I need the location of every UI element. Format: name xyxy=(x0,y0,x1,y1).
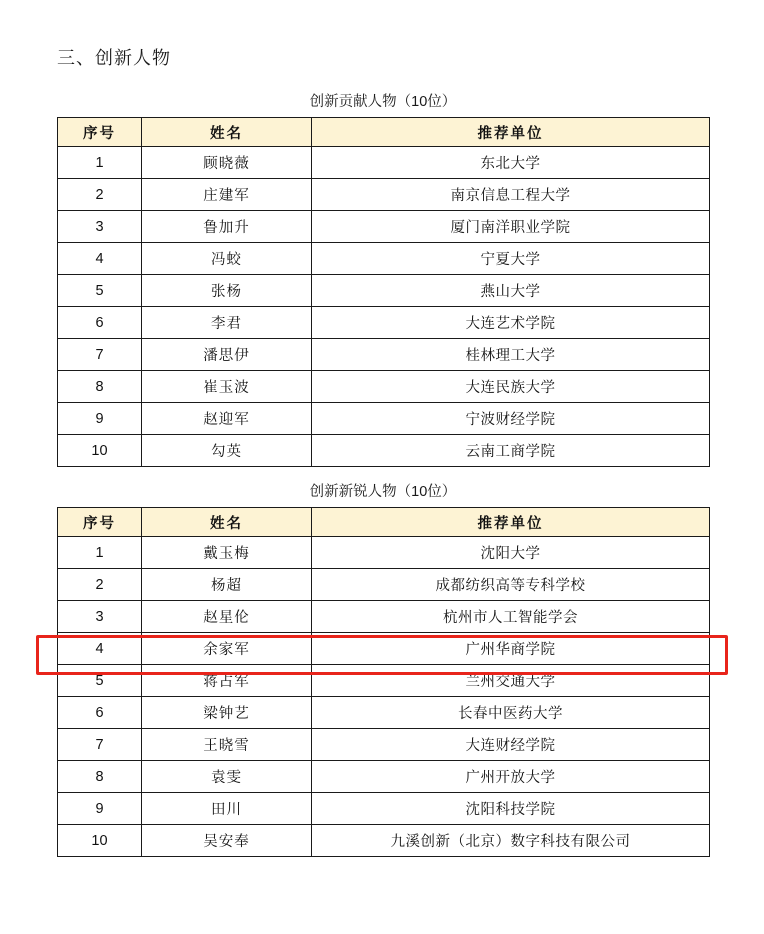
cell-index: 1 xyxy=(58,147,142,179)
cell-org: 广州开放大学 xyxy=(312,761,710,793)
cell-org: 东北大学 xyxy=(312,147,710,179)
cell-org: 厦门南洋职业学院 xyxy=(312,211,710,243)
table-row xyxy=(58,697,710,729)
cell-name: 冯蛟 xyxy=(142,243,312,275)
table-row xyxy=(58,179,710,211)
cell-name: 李君 xyxy=(142,307,312,339)
cell-index: 4 xyxy=(58,633,142,665)
cell-index: 10 xyxy=(58,435,142,467)
column-header-index: 序号 xyxy=(58,118,142,147)
cell-index: 6 xyxy=(58,307,142,339)
table-block-newcomer xyxy=(57,480,709,857)
cell-index: 7 xyxy=(58,729,142,761)
column-header-org: 推荐单位 xyxy=(312,508,710,537)
cell-index: 6 xyxy=(58,697,142,729)
table-row xyxy=(58,275,710,307)
cell-name: 杨超 xyxy=(142,569,312,601)
cell-name: 王晓雪 xyxy=(142,729,312,761)
cell-index: 7 xyxy=(58,339,142,371)
cell-name: 张杨 xyxy=(142,275,312,307)
cell-name: 赵迎军 xyxy=(142,403,312,435)
cell-org: 燕山大学 xyxy=(312,275,710,307)
cell-org: 宁波财经学院 xyxy=(312,403,710,435)
cell-name: 勾英 xyxy=(142,435,312,467)
cell-org: 南京信息工程大学 xyxy=(312,179,710,211)
table-row-highlighted xyxy=(58,633,710,665)
table-row xyxy=(58,569,710,601)
cell-name: 崔玉波 xyxy=(142,371,312,403)
cell-name: 顾晓薇 xyxy=(142,147,312,179)
cell-index: 2 xyxy=(58,569,142,601)
cell-name: 庄建军 xyxy=(142,179,312,211)
cell-name: 鲁加升 xyxy=(142,211,312,243)
cell-org: 大连财经学院 xyxy=(312,729,710,761)
table-header-row xyxy=(58,508,710,537)
table-row xyxy=(58,601,710,633)
cell-org: 沈阳大学 xyxy=(312,537,710,569)
cell-index: 8 xyxy=(58,371,142,403)
cell-org: 沈阳科技学院 xyxy=(312,793,710,825)
cell-name: 潘思伊 xyxy=(142,339,312,371)
cell-index: 5 xyxy=(58,275,142,307)
table-row xyxy=(58,211,710,243)
cell-org: 云南工商学院 xyxy=(312,435,710,467)
contribution-people-table xyxy=(57,117,710,467)
cell-name: 袁雯 xyxy=(142,761,312,793)
column-header-org: 推荐单位 xyxy=(312,118,710,147)
cell-org: 大连艺术学院 xyxy=(312,307,710,339)
cell-index: 10 xyxy=(58,825,142,857)
cell-org: 长春中医药大学 xyxy=(312,697,710,729)
table-caption: 创新贡献人物（10位） xyxy=(309,94,457,110)
table-row xyxy=(58,147,710,179)
cell-org: 大连民族大学 xyxy=(312,371,710,403)
table-row xyxy=(58,825,710,857)
table-row xyxy=(58,403,710,435)
table-caption: 创新新锐人物（10位） xyxy=(309,484,457,500)
cell-index: 8 xyxy=(58,761,142,793)
cell-org: 桂林理工大学 xyxy=(312,339,710,371)
cell-name: 赵星伦 xyxy=(142,601,312,633)
newcomer-people-table xyxy=(57,507,710,857)
table-row xyxy=(58,371,710,403)
table-row xyxy=(58,793,710,825)
cell-index: 5 xyxy=(58,665,142,697)
column-header-name: 姓名 xyxy=(142,118,312,147)
table-header-row xyxy=(58,118,710,147)
cell-org: 宁夏大学 xyxy=(312,243,710,275)
cell-name: 余家军 xyxy=(142,633,312,665)
page-title: 三、创新人物 xyxy=(57,48,171,68)
table-row xyxy=(58,307,710,339)
cell-index: 9 xyxy=(58,403,142,435)
cell-index: 1 xyxy=(58,537,142,569)
cell-name: 戴玉梅 xyxy=(142,537,312,569)
cell-org: 成都纺织高等专科学校 xyxy=(312,569,710,601)
cell-index: 3 xyxy=(58,211,142,243)
cell-name: 蒋占军 xyxy=(142,665,312,697)
cell-index: 4 xyxy=(58,243,142,275)
table-row xyxy=(58,665,710,697)
cell-index: 3 xyxy=(58,601,142,633)
cell-org: 九溪创新（北京）数字科技有限公司 xyxy=(312,825,710,857)
cell-org: 杭州市人工智能学会 xyxy=(312,601,710,633)
table-row xyxy=(58,761,710,793)
table-row xyxy=(58,243,710,275)
column-header-index: 序号 xyxy=(58,508,142,537)
table-row xyxy=(58,729,710,761)
cell-org: 兰州交通大学 xyxy=(312,665,710,697)
table-block-contribution xyxy=(57,90,709,467)
cell-name: 梁钟艺 xyxy=(142,697,312,729)
cell-name: 田川 xyxy=(142,793,312,825)
cell-name: 吴安奉 xyxy=(142,825,312,857)
column-header-name: 姓名 xyxy=(142,508,312,537)
table-row xyxy=(58,339,710,371)
cell-org: 广州华商学院 xyxy=(312,633,710,665)
cell-index: 2 xyxy=(58,179,142,211)
table-row xyxy=(58,435,710,467)
table-row xyxy=(58,537,710,569)
cell-index: 9 xyxy=(58,793,142,825)
